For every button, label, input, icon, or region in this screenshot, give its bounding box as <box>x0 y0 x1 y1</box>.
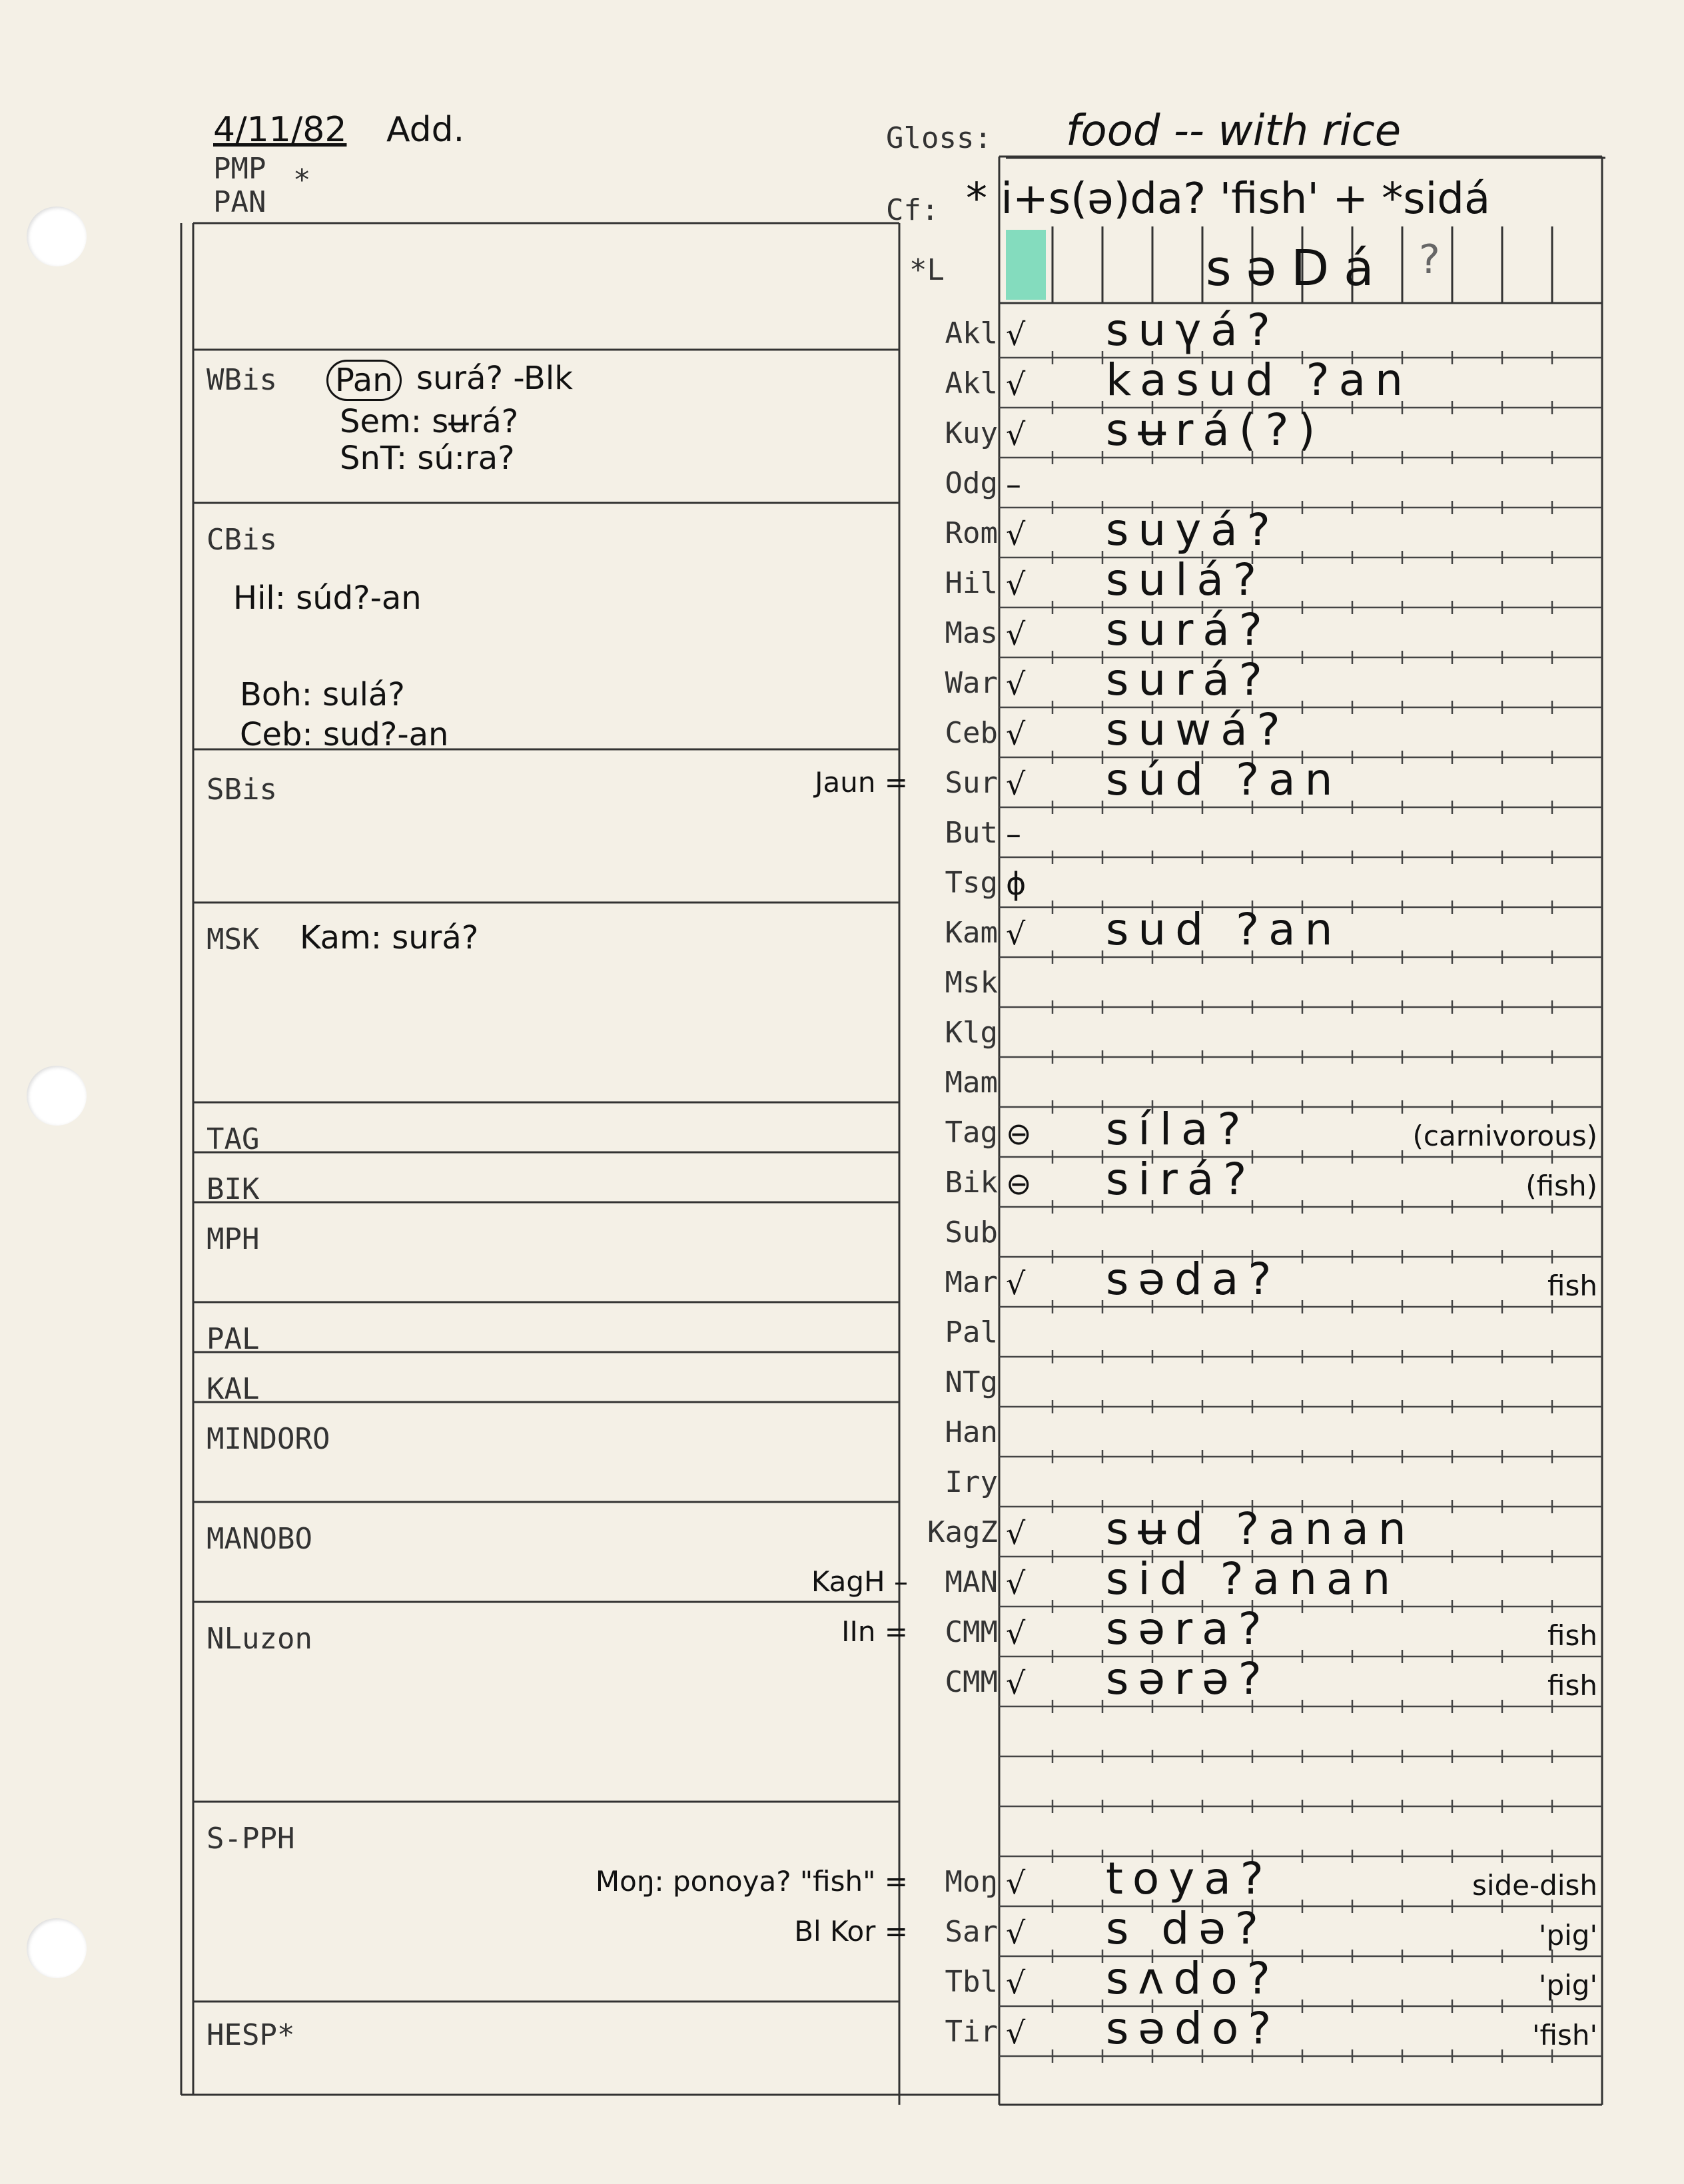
row-note: 'pig' <box>1538 1969 1597 2002</box>
row-form: s də? <box>1106 1903 1268 1954</box>
row-form: sʉrá(?) <box>1106 404 1325 456</box>
row-form: sədo? <box>1106 2003 1281 2054</box>
row-label: Moŋ <box>945 1865 998 1899</box>
row-note: 'pig' <box>1538 1919 1597 1952</box>
group-kal: KAL <box>207 1372 260 1406</box>
group-sph: S-PPH <box>207 1822 295 1856</box>
pmp-star: * <box>293 163 311 197</box>
row-note: (carnivorous) <box>1412 1120 1597 1152</box>
msk-kam: Kam: surá? <box>300 919 479 956</box>
proto-label: *L <box>909 253 945 287</box>
row-check: – <box>1006 816 1021 852</box>
row-check: √ <box>1006 416 1026 452</box>
row-form: suyá? <box>1106 504 1280 555</box>
group-hesp: HESP* <box>207 2018 295 2052</box>
row-check: √ <box>1006 2015 1026 2051</box>
row-label: Akl <box>945 366 998 400</box>
row-form: sulá? <box>1106 554 1266 605</box>
row-form: sʌdo? <box>1106 1953 1280 2004</box>
row-check: √ <box>1006 1865 1026 1901</box>
row-check: √ <box>1006 1615 1026 1651</box>
group-pal: PAL <box>207 1322 260 1356</box>
group-mph: MPH <box>207 1222 260 1256</box>
row-check: √ <box>1006 1915 1026 1951</box>
row-label: NTg <box>945 1365 998 1399</box>
row-label: Tag <box>945 1116 998 1150</box>
group-manobo: MANOBO <box>207 1522 312 1556</box>
cf-label: Cf: <box>886 193 939 227</box>
row-form: suwá? <box>1106 704 1290 755</box>
row-label: Tsg <box>945 866 998 900</box>
row-label: Kuy <box>945 416 998 450</box>
row-label: Mar <box>945 1266 998 1299</box>
date: 4/11/82 <box>213 110 347 150</box>
row-prefix: Bl Kor = <box>794 1915 908 1948</box>
row-prefix: IIn = <box>841 1615 908 1648</box>
group-sbis: SBis <box>207 773 277 807</box>
row-form: surá? <box>1106 604 1272 655</box>
wbis-sem: Sem: sʉrá? <box>340 403 519 440</box>
row-note: fish <box>1547 1619 1597 1652</box>
row-form: síla? <box>1106 1104 1250 1155</box>
group-mindoro: MINDORO <box>207 1422 330 1456</box>
row-check: ⊖ <box>1006 1166 1032 1202</box>
row-label: Han <box>945 1415 998 1449</box>
row-label: Bik <box>945 1166 998 1200</box>
row-form: sirá? <box>1106 1154 1256 1205</box>
row-check: √ <box>1006 916 1026 952</box>
row-label: Mam <box>945 1066 998 1100</box>
row-form: səra? <box>1106 1603 1271 1654</box>
proto-form-q: ? <box>1419 236 1440 283</box>
row-check: √ <box>1006 766 1026 802</box>
row-label: Ceb <box>945 716 998 750</box>
row-label: Odg <box>945 466 998 500</box>
row-prefix: KagH – <box>811 1565 908 1598</box>
row-note: (fish) <box>1525 1170 1597 1202</box>
row-label: Sar <box>945 1915 998 1949</box>
row-check: ϕ <box>1006 866 1027 902</box>
row-label: Tbl <box>945 1965 998 1999</box>
row-label: Sub <box>945 1216 998 1250</box>
row-label: CMM <box>945 1615 998 1649</box>
group-cbis: CBis <box>207 523 277 557</box>
row-form: sərə? <box>1106 1653 1271 1704</box>
row-check: √ <box>1006 716 1026 752</box>
row-label: Mas <box>945 616 998 650</box>
row-form: sid ?anan <box>1106 1553 1400 1605</box>
date-note: Add. <box>386 110 465 150</box>
row-note: fish <box>1547 1270 1597 1302</box>
pmp-label: PMP <box>213 152 266 186</box>
cbis-ceb: Ceb: sud?-an <box>240 716 449 753</box>
row-label: Pal <box>945 1315 998 1349</box>
row-check: √ <box>1006 1665 1026 1701</box>
row-form: súd ?an <box>1106 754 1342 805</box>
cbis-hil: Hil: súd?-an <box>233 579 422 617</box>
wbis-pan-circled: Pan <box>326 360 402 401</box>
row-check: √ <box>1006 1565 1026 1601</box>
row-form: suγá? <box>1106 304 1280 356</box>
cf-value: * i+s(ə)da? 'fish' + *sidá <box>966 175 1491 224</box>
row-label: War <box>945 666 998 700</box>
row-prefix: Jaun = <box>815 766 908 799</box>
group-msk: MSK <box>207 922 260 956</box>
group-nluzon: NLuzon <box>207 1622 312 1656</box>
row-check: √ <box>1006 1515 1026 1551</box>
row-label: Akl <box>945 316 998 350</box>
row-check: √ <box>1006 616 1026 652</box>
row-label: Rom <box>945 516 998 550</box>
row-label: MAN <box>945 1565 998 1599</box>
row-form: sud ?an <box>1106 904 1342 955</box>
row-check: ⊖ <box>1006 1116 1032 1152</box>
row-label: CMM <box>945 1665 998 1699</box>
row-check: √ <box>1006 566 1026 602</box>
row-label: Iry <box>945 1465 998 1499</box>
row-form: sʉd ?anan <box>1106 1503 1416 1555</box>
row-form: səda? <box>1106 1254 1281 1305</box>
row-form: toya? <box>1106 1853 1273 1904</box>
row-note: side-dish <box>1472 1869 1597 1902</box>
row-check: – <box>1006 466 1021 502</box>
group-tag: TAG <box>207 1122 260 1156</box>
row-label: Tir <box>945 2015 998 2049</box>
row-label: Klg <box>945 1016 998 1050</box>
row-prefix: Moŋ: ponoya? "fish" = <box>595 1865 908 1898</box>
row-form: surá? <box>1106 654 1272 705</box>
proto-form: səDá <box>1206 240 1389 297</box>
row-form: kasud ?an <box>1106 354 1412 406</box>
wbis-snt: SnT: sú:ra? <box>340 440 515 477</box>
gloss-value: food -- with rice <box>1066 107 1402 156</box>
group-wbis: WBis <box>207 363 277 397</box>
row-check: √ <box>1006 1965 1026 2001</box>
row-note: 'fish' <box>1531 2019 1597 2051</box>
row-label: Msk <box>945 966 998 1000</box>
row-label: KagZ <box>927 1515 998 1549</box>
row-label: Sur <box>945 766 998 800</box>
gloss-underline <box>1006 155 1605 161</box>
group-bik: BIK <box>207 1172 260 1206</box>
row-label: But <box>945 816 998 850</box>
row-check: √ <box>1006 366 1026 402</box>
row-check: √ <box>1006 666 1026 702</box>
row-label: Hil <box>945 566 998 600</box>
row-check: √ <box>1006 316 1026 352</box>
gloss-label: Gloss: <box>886 121 992 155</box>
row-check: √ <box>1006 1266 1026 1301</box>
pan-label: PAN <box>213 185 266 219</box>
cbis-boh: Boh: sulá? <box>240 676 405 713</box>
row-check: √ <box>1006 516 1026 552</box>
row-label: Kam <box>945 916 998 950</box>
wbis-pan-form: surá? -Blk <box>416 360 573 397</box>
row-note: fish <box>1547 1669 1597 1702</box>
